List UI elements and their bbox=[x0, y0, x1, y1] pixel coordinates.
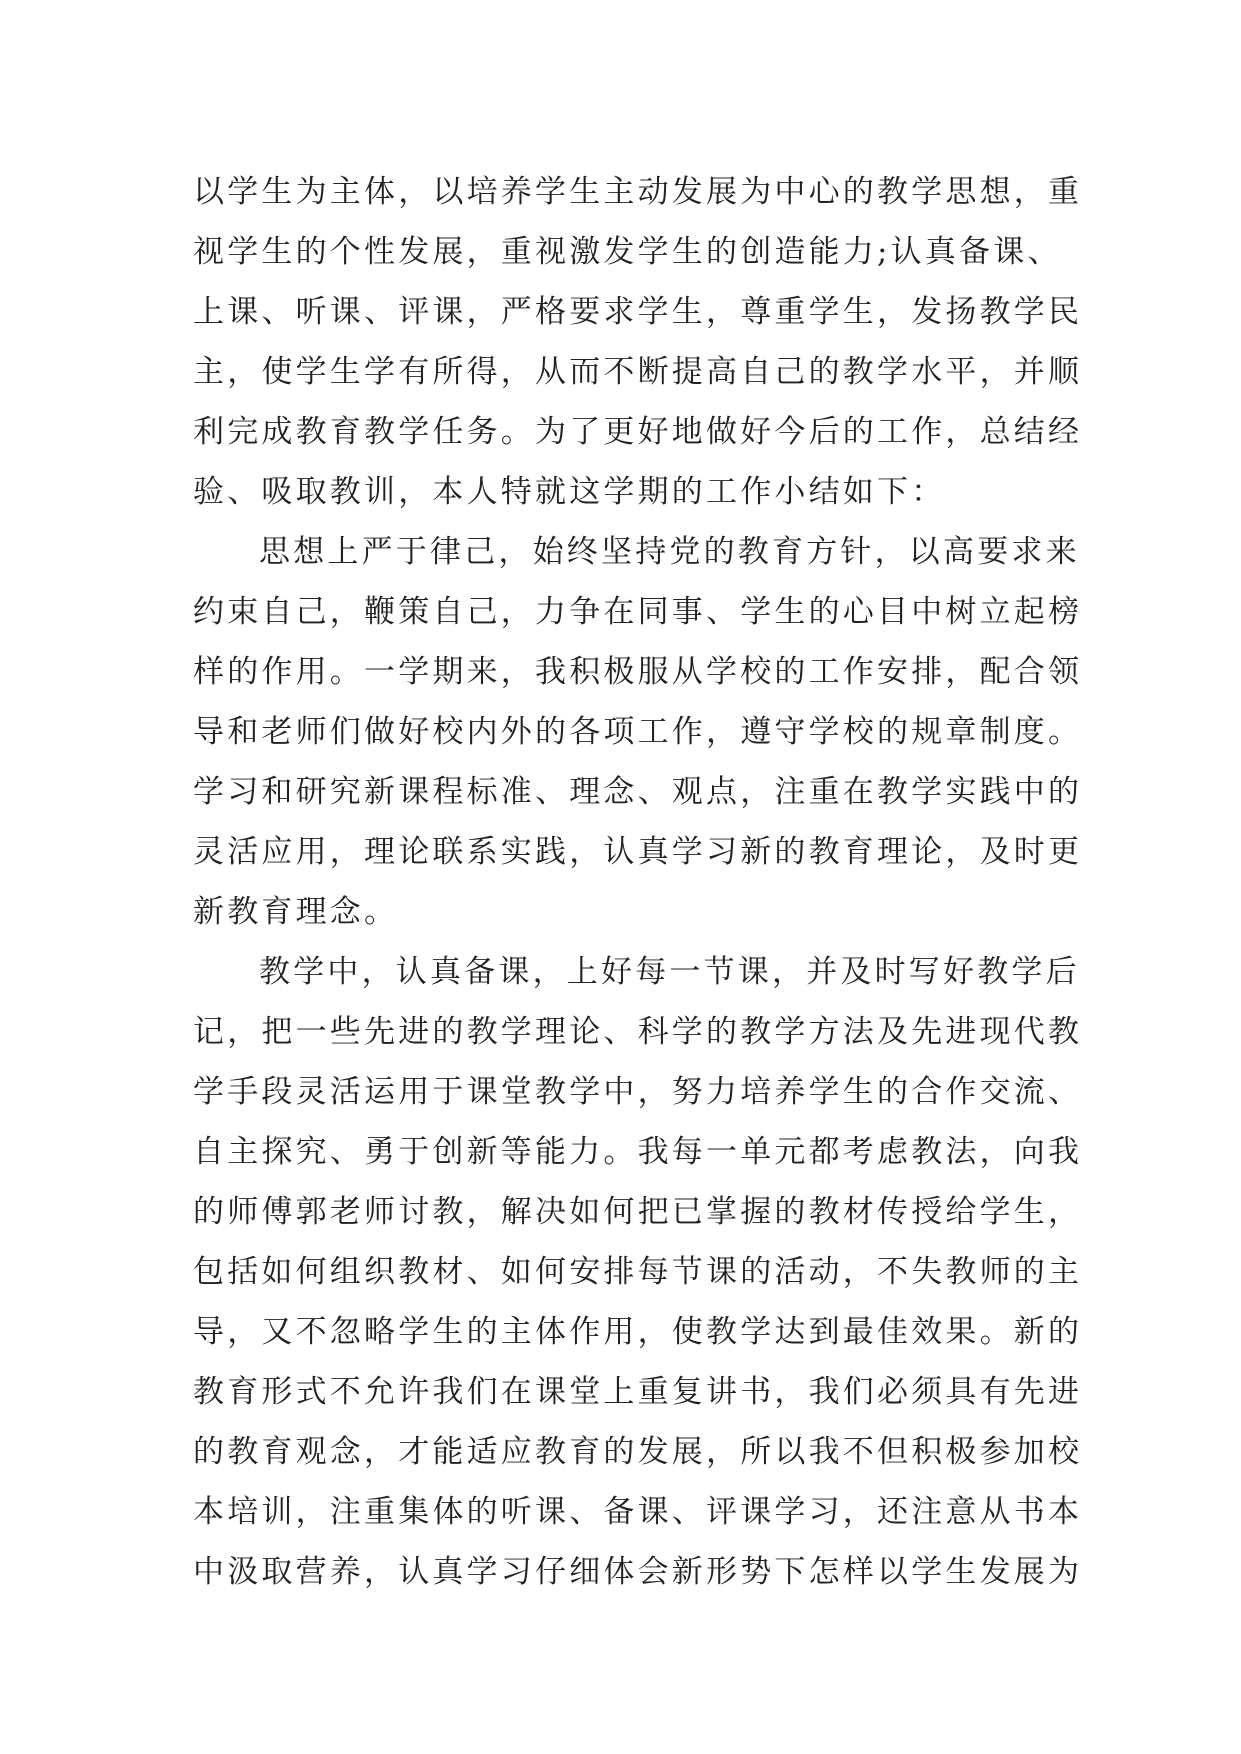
text-line: 本培训，注重集体的听课、备课、评课学习，还注意从书本 bbox=[193, 1494, 1083, 1530]
text-line: 视学生的个性发展，重视激发学生的创造能力;认真备课、 bbox=[193, 234, 1062, 270]
text-line: 包括如何组织教材、如何安排每节课的活动，不失教师的主 bbox=[193, 1254, 1083, 1290]
text-line: 中汲取营养，认真学习仔细体会新形势下怎样以学生发展为 bbox=[193, 1554, 1083, 1590]
text-line: 学手段灵活运用于课堂教学中，努力培养学生的合作交流、 bbox=[193, 1074, 1083, 1110]
text-line: 记，把一些先进的教学理论、科学的教学方法及先进现代教 bbox=[193, 1014, 1083, 1050]
text-line: 教学中，认真备课，上好每一节课，并及时写好教学后 bbox=[259, 954, 1080, 990]
text-line: 主，使学生学有所得，从而不断提高自己的教学水平，并顺 bbox=[193, 354, 1083, 390]
text-line: 思想上严于律己，始终坚持党的教育方针，以高要求来 bbox=[259, 534, 1080, 570]
text-line: 利完成教育教学任务。为了更好地做好今后的工作，总结经 bbox=[193, 414, 1083, 450]
text-line: 上课、听课、评课，严格要求学生，尊重学生，发扬教学民 bbox=[193, 294, 1083, 330]
document-body bbox=[193, 162, 1083, 1602]
paragraph bbox=[193, 942, 1083, 1602]
text-line: 教育形式不允许我们在课堂上重复讲书，我们必须具有先进 bbox=[193, 1374, 1083, 1410]
text-line: 的教育观念，才能适应教育的发展，所以我不但积极参加校 bbox=[193, 1434, 1083, 1470]
text-line: 以学生为主体，以培养学生主动发展为中心的教学思想，重 bbox=[193, 174, 1083, 210]
paragraph bbox=[193, 522, 1083, 942]
text-line: 灵活应用，理论联系实践，认真学习新的教育理论，及时更 bbox=[193, 834, 1083, 870]
text-line: 样的作用。一学期来，我积极服从学校的工作安排，配合领 bbox=[193, 654, 1083, 690]
text-line: 自主探究、勇于创新等能力。我每一单元都考虑教法，向我 bbox=[193, 1134, 1083, 1170]
text-line: 的师傅郭老师讨教，解决如何把已掌握的教材传授给学生， bbox=[193, 1194, 1083, 1230]
text-line: 新教育理念。 bbox=[193, 894, 399, 930]
text-line: 学习和研究新课程标准、理念、观点，注重在教学实践中的 bbox=[193, 774, 1083, 810]
text-line: 导，又不忽略学生的主体作用，使教学达到最佳效果。新的 bbox=[193, 1314, 1083, 1350]
text-line: 导和老师们做好校内外的各项工作，遵守学校的规章制度。 bbox=[193, 714, 1083, 750]
text-line: 验、吸取教训，本人特就这学期的工作小结如下： bbox=[193, 474, 946, 510]
text-line: 约束自己，鞭策自己，力争在同事、学生的心目中树立起榜 bbox=[193, 594, 1083, 630]
paragraph bbox=[193, 162, 1083, 522]
